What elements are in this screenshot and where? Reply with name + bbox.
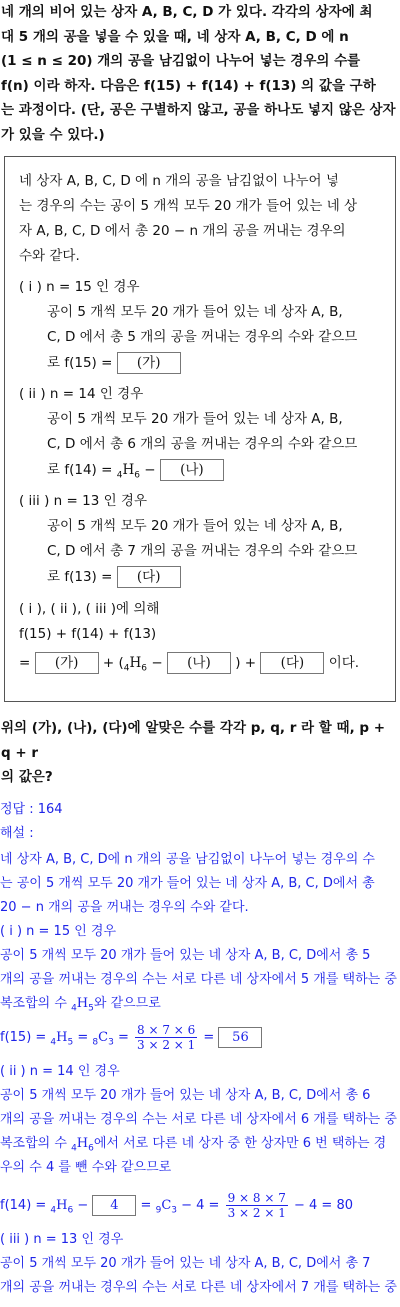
- question-line: 의 값은?: [1, 769, 53, 785]
- solution-line: 공이 5 개씩 모두 20 개가 들어 있는 네 상자 A, B, C, D에서 총 7: [0, 1256, 371, 1271]
- blank-ga: (가): [35, 652, 99, 674]
- blank-da: (다): [260, 652, 324, 674]
- solution-case-1: ( i ) n = 15 인 경우: [0, 924, 117, 939]
- box-line: 공이 5 개씩 모두 20 개가 들어 있는 네 상자 A, B,: [47, 411, 343, 427]
- problem-line: f(n) 이라 하자. 다음은 f(15) + f(14) + f(13) 의 값을 구하: [1, 77, 376, 94]
- case-2-formula: 로 $f(14) = _4H_6$ − (나): [47, 458, 224, 488]
- box-line: 는 경우의 수는 공이 5 개씩 모두 20 개가 들어 있는 네 상: [19, 198, 358, 214]
- blank-ga: (가): [117, 352, 181, 374]
- box-line: 자 A, B, C, D 에서 총 20 − n 개의 공을 꺼내는 경우의: [19, 223, 346, 239]
- blank-da: (다): [117, 566, 181, 588]
- solution-line: 공이 5 개씩 모두 20 개가 들어 있는 네 상자 A, B, C, D에서 총 6: [0, 1088, 371, 1103]
- box-line: 네 상자 A, B, C, D 에 n 개의 공을 남김없이 나누어 넣: [19, 173, 339, 189]
- problem-line: 네 개의 비어 있는 상자 A, B, C, D 가 있다. 각각의 상자에 최: [1, 4, 373, 20]
- solution-case-3: ( iii ) n = 13 인 경우: [0, 1232, 124, 1247]
- box-line: C, D 에서 총 6 개의 공을 꺼내는 경우의 수와 같으므: [47, 436, 358, 452]
- solution-case-2: ( ii ) n = 14 인 경우: [0, 1064, 120, 1079]
- box-line: 공이 5 개씩 모두 20 개가 들어 있는 네 상자 A, B,: [47, 304, 343, 320]
- solution-line: 개의 공을 꺼내는 경우의 수는 서로 다른 네 상자에서 6 개를 택하는 중: [0, 1112, 397, 1127]
- question-line: 위의 (가), (나), (다)에 알맞은 수를 각각 p, q, r 라 할 때, p + q + r: [1, 720, 386, 761]
- solution-f14: $f(14) = _4H_6 - 4 = _9C_3 - 4$ = $\frac{9 \times 8 \times 7}{3 \times 2 \times 1}$ − 4 = 80: [0, 1191, 354, 1220]
- box-line: 공이 5 개씩 모두 20 개가 들어 있는 네 상자 A, B,: [47, 518, 343, 534]
- answer-box: 4: [92, 1195, 136, 1216]
- fraction: $\frac{8 \times 7 \times 6}{3 \times 2 \times 1}$: [137, 1023, 196, 1052]
- problem-line: 는 과정이다. (단, 공은 구별하지 않고, 공을 하나도 넣지 않은 상자: [1, 102, 396, 118]
- answer-label: 정답 : 164: [0, 802, 63, 817]
- summary-result: = (가) + ($_4H_6$ − (나) ) + (다) 이다.: [19, 651, 359, 681]
- solution-line: 개의 공을 꺼내는 경우의 수는 서로 다른 네 상자에서 7 개를 택하는 중: [0, 1280, 397, 1295]
- case-1-formula: 로 f(15) = (가): [47, 351, 181, 375]
- solution-line: 는 공이 5 개씩 모두 20 개가 들어 있는 네 상자 A, B, C, D에서 총: [0, 876, 375, 891]
- problem-statement: [0, 0, 399, 147]
- solution-f15: $f(15) = _4H_5 = _8C_3$ = $\frac{8 \times 7 \times 6}{3 \times 2 \times 1}$ = 56: [0, 1022, 262, 1059]
- solution-line: 20 − n 개의 공을 꺼내는 경우의 수와 같다.: [0, 900, 249, 915]
- solution-line: 개의 공을 꺼내는 경우의 수는 서로 다른 네 상자에서 5 개를 택하는 중: [0, 972, 397, 987]
- solution-line: 우의 수 4 를 뺀 수와 같으므로: [0, 1160, 172, 1175]
- problem-line: 대 5 개의 공을 넣을 수 있을 때, 네 상자 A, B, C, D 에 n: [1, 28, 349, 45]
- problem-line: (1 ≤ n ≤ 20) 개의 공을 남김없이 나누어 넣는 경우의 수를: [1, 53, 361, 69]
- fraction: $\frac{9 \times 8 \times 7}{3 \times 2 \times 1}$: [227, 1191, 286, 1220]
- case-3-title: ( iii ) n = 13 인 경우: [19, 493, 147, 509]
- question: [1, 716, 399, 790]
- problem-line: 가 있을 수 있다.): [1, 126, 105, 143]
- box-line: 수와 같다.: [19, 248, 80, 264]
- box-line: C, D 에서 총 5 개의 공을 꺼내는 경우의 수와 같으므: [47, 329, 358, 345]
- solution-line: 복조합의 수 $_4H_6$에서 서로 다른 네 상자 중 한 상자만 6 번 택하는 경: [0, 1136, 387, 1154]
- proof-box: [4, 156, 396, 702]
- summary-title: ( i ), ( ii ), ( iii )에 의해: [19, 601, 160, 617]
- summary-sum: f(15) + f(14) + f(13): [19, 626, 157, 642]
- case-3-formula: 로 f(13) = (다): [47, 565, 181, 589]
- case-2-title: ( ii ) n = 14 인 경우: [19, 386, 144, 402]
- blank-na: (나): [160, 459, 224, 481]
- solution-line: 복조합의 수 $_4H_5$와 같으므로: [0, 996, 161, 1014]
- solution-line: 네 상자 A, B, C, D에 n 개의 공을 남김없이 나누어 넣는 경우의 수: [0, 852, 375, 867]
- answer-box: 56: [218, 1027, 262, 1048]
- blank-na: (나): [167, 652, 231, 674]
- solution-heading: 해설 :: [0, 826, 34, 841]
- solution-line: 공이 5 개씩 모두 20 개가 들어 있는 네 상자 A, B, C, D에서 총 5: [0, 948, 371, 963]
- box-line: C, D 에서 총 7 개의 공을 꺼내는 경우의 수와 같으므: [47, 543, 358, 559]
- case-1-title: ( i ) n = 15 인 경우: [19, 279, 140, 295]
